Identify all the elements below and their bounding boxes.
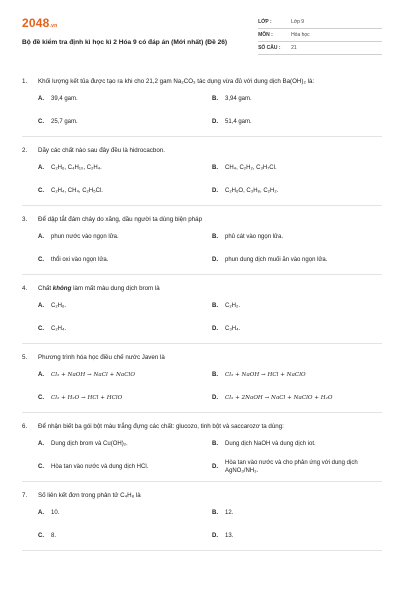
answer-options <box>22 294 382 340</box>
question-block <box>22 422 382 482</box>
option-letter: C. <box>38 532 44 539</box>
answer-option[interactable] <box>212 386 382 409</box>
option-letter: D. <box>212 118 218 125</box>
question-text: Khối lượng kết tủa được tạo ra khi cho 21,2 gam Na₂CO₃ tác dụng vừa đủ với dung dịch Ba(OH)₂ là: <box>38 78 315 85</box>
answer-option[interactable] <box>212 156 382 179</box>
question-text-part: làm mất màu dung dịch brom là <box>71 285 160 292</box>
question-divider <box>22 481 382 482</box>
option-letter: C. <box>38 394 44 401</box>
question-number: 2. <box>22 147 28 154</box>
answer-option[interactable] <box>38 294 212 317</box>
option-text: 8. <box>51 532 57 539</box>
answer-option[interactable] <box>38 110 212 133</box>
answer-options <box>22 225 382 271</box>
question-text: Để dập tắt đám cháy do xăng, dầu người ta dùng biện pháp <box>38 216 203 223</box>
meta-value: 21 <box>291 45 297 51</box>
answer-option[interactable] <box>38 455 212 478</box>
question-divider <box>22 412 382 413</box>
option-letter: D. <box>212 394 218 401</box>
answer-option[interactable] <box>212 294 382 317</box>
option-text: C₂H₆, C₄H₁₀, C₂H₄. <box>51 164 102 171</box>
question-block <box>22 215 382 275</box>
option-letter: B. <box>212 509 218 516</box>
option-text: Cl₂ + 2NaOH → NaCl + NaClO + H₂O <box>225 394 333 401</box>
answer-option[interactable] <box>38 248 212 271</box>
option-text: C₂H₄, CH₄, C₂H₅Cl. <box>51 187 103 194</box>
question-stem <box>22 215 382 225</box>
answer-option[interactable] <box>38 386 212 409</box>
option-letter: D. <box>212 532 218 539</box>
meta-row-class <box>258 16 382 29</box>
answer-option[interactable] <box>212 363 382 386</box>
question-stem <box>22 422 382 432</box>
answer-options <box>22 363 382 409</box>
option-letter: D. <box>212 187 218 194</box>
option-letter: A. <box>38 509 44 516</box>
document-title: Bộ đề kiểm tra định kì học kì 2 Hóa 9 có đáp án (Mới nhất) (Đề 26) <box>22 39 228 46</box>
option-letter: B. <box>212 440 218 447</box>
meta-panel <box>258 16 382 55</box>
option-text: Cl₂ + NaOH → HCl + NaClO <box>225 371 306 378</box>
question-divider <box>22 274 382 275</box>
logo-suffix: .vn <box>49 23 58 29</box>
answer-option[interactable] <box>212 179 382 202</box>
answer-options <box>22 432 382 478</box>
option-text: C₂H₆. <box>51 302 67 309</box>
answer-option[interactable] <box>212 248 382 271</box>
question-divider <box>22 136 382 137</box>
option-text: phun dung dịch muối ăn vào ngọn lửa. <box>225 256 328 263</box>
answer-options <box>22 156 382 202</box>
option-letter: C. <box>38 256 44 263</box>
question-number: 5. <box>22 354 28 361</box>
option-text: 39,4 gam. <box>51 95 78 102</box>
question-text-emphasis: không <box>52 285 72 292</box>
option-letter: A. <box>38 95 44 102</box>
answer-option[interactable] <box>212 87 382 110</box>
option-text: 10. <box>51 509 60 516</box>
question-number: 7. <box>22 492 28 499</box>
question-divider <box>22 343 382 344</box>
answer-options <box>22 501 382 547</box>
option-letter: C. <box>38 463 44 470</box>
option-letter: A. <box>38 371 44 378</box>
option-letter: A. <box>38 233 44 240</box>
option-text: Dung dịch NaOH và dung dịch iot. <box>225 440 316 447</box>
question-number: 1. <box>22 78 28 85</box>
answer-option[interactable] <box>38 317 212 340</box>
answer-option[interactable] <box>212 110 382 133</box>
option-text: C₃H₄. <box>225 325 241 332</box>
option-letter: D. <box>212 256 218 263</box>
option-text: 12. <box>225 509 234 516</box>
question-divider <box>22 205 382 206</box>
option-text: phun nước vào ngọn lửa. <box>51 233 119 240</box>
question-stem <box>22 77 382 87</box>
question-block <box>22 284 382 344</box>
question-block <box>22 77 382 137</box>
option-text: 13. <box>225 532 234 539</box>
answer-option[interactable] <box>38 156 212 179</box>
answer-option[interactable] <box>38 87 212 110</box>
question-text: Để nhận biết ba gói bột màu trắng đựng các chất: glucozo, tinh bột và saccarozơ ta dùng: <box>38 423 284 430</box>
meta-value: Hóa học <box>291 32 310 38</box>
question-number: 4. <box>22 285 28 292</box>
option-text: C₂H₆O, C₃H₈, C₂H₂. <box>225 187 279 194</box>
header-left <box>22 16 258 55</box>
logo-main: 2048 <box>22 16 50 30</box>
answer-option[interactable] <box>212 225 382 248</box>
page-header <box>22 16 382 55</box>
option-text: 3,94 gam. <box>225 95 252 102</box>
option-text: Cl₂ + H₂O → HCl + HClO <box>51 394 123 401</box>
question-text-part: Chất <box>38 285 53 292</box>
answer-option[interactable] <box>38 363 212 386</box>
option-text: C₂H₄. <box>51 325 67 332</box>
answer-option[interactable] <box>38 524 212 547</box>
question-block <box>22 353 382 413</box>
meta-label: MÔN : <box>258 32 273 38</box>
question-divider <box>22 550 382 551</box>
meta-value: Lớp 9 <box>291 19 305 25</box>
question-stem <box>22 491 382 501</box>
option-letter: A. <box>38 302 44 309</box>
option-text: thổi oxi vào ngọn lửa. <box>51 256 109 263</box>
option-text: Hòa tan vào nước và dung dịch HCl. <box>51 463 149 470</box>
option-text: C₂H₂. <box>225 302 240 309</box>
option-text: phủ cát vào ngọn lửa. <box>225 233 284 240</box>
option-letter: B. <box>212 371 218 378</box>
answer-option[interactable] <box>212 455 382 478</box>
answer-options <box>22 87 382 133</box>
question-stem <box>22 146 382 156</box>
answer-option[interactable] <box>38 225 212 248</box>
option-text: 25,7 gam. <box>51 118 78 125</box>
meta-label: SỐ CÂU : <box>258 45 281 51</box>
answer-option[interactable] <box>212 317 382 340</box>
meta-row-subject <box>258 29 382 42</box>
question-number: 3. <box>22 216 28 223</box>
option-letter: B. <box>212 302 218 309</box>
question-block <box>22 146 382 206</box>
answer-option[interactable] <box>212 524 382 547</box>
option-text: Dung dịch brom và Cu(OH)₂. <box>51 440 128 447</box>
meta-label: LỚP : <box>258 19 272 25</box>
option-letter: C. <box>38 118 44 125</box>
option-text: CH₄, C₂H₂, C₃H₇Cl. <box>225 164 277 171</box>
option-letter: C. <box>38 187 44 194</box>
option-letter: B. <box>212 233 218 240</box>
question-block <box>22 491 382 551</box>
meta-row-count <box>258 42 382 55</box>
site-logo[interactable] <box>22 16 258 33</box>
answer-option[interactable] <box>38 179 212 202</box>
option-letter: A. <box>38 440 44 447</box>
option-letter: B. <box>212 164 218 171</box>
question-stem <box>22 284 382 294</box>
answer-option[interactable] <box>212 501 382 524</box>
question-text: Dãy các chất nào sau đây đều là hidrocacbon. <box>38 147 165 154</box>
option-text: Cl₂ + NaOH → NaCl + NaClO <box>51 371 135 378</box>
option-text: 51,4 gam. <box>225 118 252 125</box>
option-letter: B. <box>212 95 218 102</box>
question-text: Số liên kết đơn trong phân tử C₄H₈ là <box>38 492 141 499</box>
question-stem <box>22 353 382 363</box>
option-letter: A. <box>38 164 44 171</box>
question-text: Phương trình hóa học điều chế nước Javen là <box>38 354 165 361</box>
question-list <box>22 77 382 551</box>
option-letter: D. <box>212 463 218 470</box>
question-number: 6. <box>22 423 28 430</box>
question-text <box>38 284 382 294</box>
answer-option[interactable] <box>38 501 212 524</box>
answer-option[interactable] <box>38 432 212 455</box>
option-letter: C. <box>38 325 44 332</box>
answer-option[interactable] <box>212 432 382 455</box>
option-text: Hòa tan vào nước và cho phản ứng với dung dịch AgNO₃/NH₃. <box>225 459 358 474</box>
option-letter: D. <box>212 325 218 332</box>
